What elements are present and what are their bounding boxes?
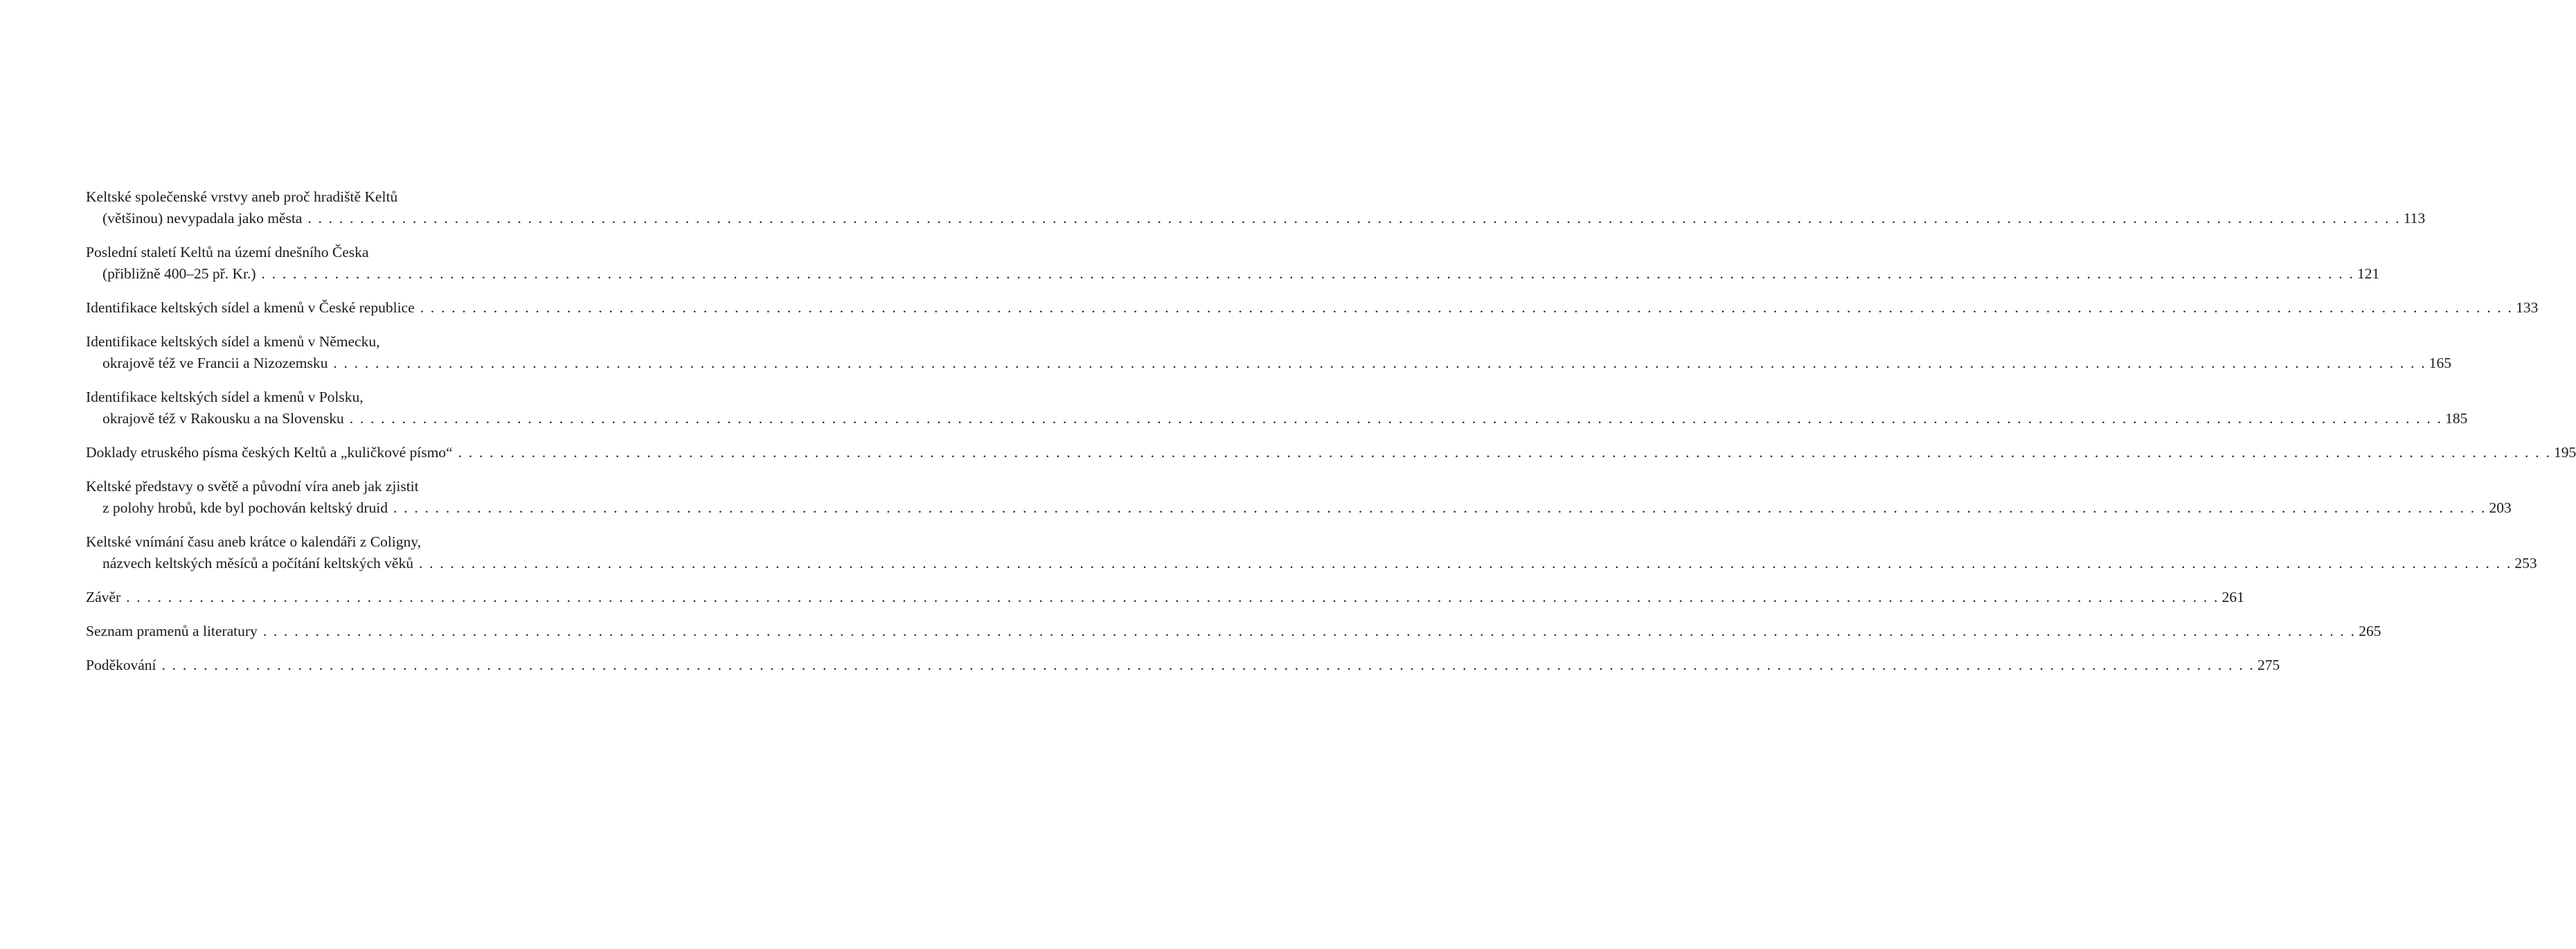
toc-entry-title: Doklady etruského písma českých Keltů a „kuličkové písmo“ (86, 444, 453, 461)
toc-entry-row (86, 655, 2280, 676)
toc-entry[interactable] (86, 587, 2244, 608)
dot-leader: . . . . . . . . . . . . . . . . . . . . . . . . . . . . . . . . . . . . . . . . . . . . . . . . . . . . . . . . . . . . . . . . . . . . . . . . . . . . . . . . . . . . . . . . . . . . . . . . . . . . . . . . . . . . . . . . . . . . . . . . . . . . . . . . . . . . . . . . . . . . . . . . . . . . . . . . . . . . . . . . . . . . . . . . . . . . . . . . . . . . . . . . . . . . . . . . . . . . . . . . (261, 265, 2354, 282)
toc-entry-title: okrajově též ve Francii a Nizozemsku (102, 355, 328, 371)
toc-entry-row (86, 621, 2381, 642)
toc-page-number: 185 (2445, 410, 2468, 427)
toc-entry[interactable] (86, 655, 2280, 676)
dot-leader: . . . . . . . . . . . . . . . . . . . . . . . . . . . . . . . . . . . . . . . . . . . . . . . . . . . . . . . . . . . . . . . . . . . . . . . . . . . . . . . . . . . . . . . . . . . . . . . . . . . . . . . . . . . . . . . . . . . . . . . . . . . . . . . . . . . . . . . . . . . . . . . . . . . . . . . . . . . . . . . . . . . . . . . . . . . . . . . . . . . . . . . . . . . . . . . . . . . . . . . . (126, 589, 2219, 605)
dot-leader: . . . . . . . . . . . . . . . . . . . . . . . . . . . . . . . . . . . . . . . . . . . . . . . . . . . . . . . . . . . . . . . . . . . . . . . . . . . . . . . . . . . . . . . . . . . . . . . . . . . . . . . . . . . . . . . . . . . . . . . . . . . . . . . . . . . . . . . . . . . . . . . . . . . . . . . . . . . . . . . . . . . . . . . . . . . . . . . . . . . . . . . . . . . . . . . . . . . . . . . . (418, 555, 2512, 571)
dot-leader: . . . . . . . . . . . . . . . . . . . . . . . . . . . . . . . . . . . . . . . . . . . . . . . . . . . . . . . . . . . . . . . . . . . . . . . . . . . . . . . . . . . . . . . . . . . . . . . . . . . . . . . . . . . . . . . . . . . . . . . . . . . . . . . . . . . . . . . . . . . . . . . . . . . . . . . . . . . . . . . . . . . . . . . . . . . . . . . . . . . . . . . . . . . . . . . . . . . . . . . . (420, 299, 2514, 316)
toc-entry[interactable] (86, 297, 2539, 319)
toc-entry-title: Závěr (86, 589, 121, 605)
toc-entry-row (86, 587, 2244, 608)
toc-entry-title: z polohy hrobů, kde byl pochován keltský druid (102, 499, 388, 516)
toc-page-number: 265 (2359, 623, 2381, 639)
toc-entry-row (86, 208, 2426, 229)
toc-entry[interactable] (86, 242, 2380, 285)
toc-entry-title: okrajově též v Rakousku a na Slovensku (102, 410, 344, 427)
dot-leader: . . . . . . . . . . . . . . . . . . . . . . . . . . . . . . . . . . . . . . . . . . . . . . . . . . . . . . . . . . . . . . . . . . . . . . . . . . . . . . . . . . . . . . . . . . . . . . . . . . . . . . . . . . . . . . . . . . . . . . . . . . . . . . . . . . . . . . . . . . . . . . . . . . . . . . . . . . . . . . . . . . . . . . . . . . . . . . . . . . . . . . . . . . . . . . . . . . . . . . . . (161, 657, 2255, 673)
table-of-contents (86, 186, 2576, 689)
toc-entry-title: názvech keltských měsíců a počítání keltských věků (102, 555, 413, 571)
toc-entry-title-line: Identifikace keltských sídel a kmenů v Polsku, (86, 389, 364, 405)
toc-page-number: 203 (2489, 499, 2512, 516)
toc-entry[interactable] (86, 387, 2468, 429)
toc-entry-title: Seznam pramenů a literatury (86, 623, 258, 639)
toc-entry-row (86, 263, 2380, 285)
toc-entry-title: Poděkování (86, 657, 156, 673)
toc-entry-row (86, 553, 2537, 574)
toc-page-number: 253 (2514, 555, 2537, 571)
toc-entry-title-line: Identifikace keltských sídel a kmenů v Německu, (86, 333, 380, 350)
toc-page-number: 275 (2257, 657, 2280, 673)
toc-page-number: 121 (2356, 265, 2380, 282)
toc-page-number: 261 (2221, 589, 2244, 605)
toc-entry-row (86, 442, 2576, 463)
toc-page-number: 165 (2429, 355, 2452, 371)
toc-entry-title-line: Keltské vnímání času aneb krátce o kalendáři z Coligny, (86, 533, 421, 550)
toc-entry-row (86, 297, 2539, 319)
toc-entry[interactable] (86, 531, 2537, 574)
toc-entry[interactable] (86, 331, 2452, 374)
dot-leader: . . . . . . . . . . . . . . . . . . . . . . . . . . . . . . . . . . . . . . . . . . . . . . . . . . . . . . . . . . . . . . . . . . . . . . . . . . . . . . . . . . . . . . . . . . . . . . . . . . . . . . . . . . . . . . . . . . . . . . . . . . . . . . . . . . . . . . . . . . . . . . . . . . . . . . . . . . . . . . . . . . . . . . . . . . . . . . . . . . . . . . . . . . . . . . . . . . . . . . . . (349, 410, 2443, 427)
dot-leader: . . . . . . . . . . . . . . . . . . . . . . . . . . . . . . . . . . . . . . . . . . . . . . . . . . . . . . . . . . . . . . . . . . . . . . . . . . . . . . . . . . . . . . . . . . . . . . . . . . . . . . . . . . . . . . . . . . . . . . . . . . . . . . . . . . . . . . . . . . . . . . . . . . . . . . . . . . . . . . . . . . . . . . . . . . . . . . . . . . . . . . . . . . . . . . . . . . . . . . . . (393, 499, 2487, 516)
dot-leader: . . . . . . . . . . . . . . . . . . . . . . . . . . . . . . . . . . . . . . . . . . . . . . . . . . . . . . . . . . . . . . . . . . . . . . . . . . . . . . . . . . . . . . . . . . . . . . . . . . . . . . . . . . . . . . . . . . . . . . . . . . . . . . . . . . . . . . . . . . . . . . . . . . . . . . . . . . . . . . . . . . . . . . . . . . . . . . . . . . . . . . . . . . . . . . . . . . . . . . . . (458, 444, 2552, 461)
dot-leader: . . . . . . . . . . . . . . . . . . . . . . . . . . . . . . . . . . . . . . . . . . . . . . . . . . . . . . . . . . . . . . . . . . . . . . . . . . . . . . . . . . . . . . . . . . . . . . . . . . . . . . . . . . . . . . . . . . . . . . . . . . . . . . . . . . . . . . . . . . . . . . . . . . . . . . . . . . . . . . . . . . . . . . . . . . . . . . . . . . . . . . . . . . . . . . . . . . . . . . . . (262, 623, 2356, 639)
toc-entry[interactable] (86, 476, 2512, 519)
toc-entry-title-line: Keltské představy o světě a původní víra aneb jak zjistit (86, 478, 419, 495)
toc-entry-title: (většinou) nevypadala jako města (102, 210, 303, 227)
toc-entry[interactable] (86, 621, 2381, 642)
toc-entry-title-line: Poslední staletí Keltů na území dnešního Česka (86, 244, 369, 260)
toc-page-number: 113 (2403, 210, 2426, 227)
toc-entry-row (86, 353, 2452, 374)
toc-entry-title-line: Keltské společenské vrstvy aneb proč hradiště Keltů (86, 188, 398, 205)
toc-page-number: 133 (2516, 299, 2539, 316)
toc-entry-row (86, 497, 2512, 519)
toc-entry-title: (přibližně 400–25 př. Kr.) (102, 265, 256, 282)
toc-entry-row (86, 408, 2468, 429)
dot-leader: . . . . . . . . . . . . . . . . . . . . . . . . . . . . . . . . . . . . . . . . . . . . . . . . . . . . . . . . . . . . . . . . . . . . . . . . . . . . . . . . . . . . . . . . . . . . . . . . . . . . . . . . . . . . . . . . . . . . . . . . . . . . . . . . . . . . . . . . . . . . . . . . . . . . . . . . . . . . . . . . . . . . . . . . . . . . . . . . . . . . . . . . . . . . . . . . . . . . . . . . (333, 355, 2426, 371)
toc-entry[interactable] (86, 186, 2426, 229)
toc-page-number: 195 (2554, 444, 2576, 461)
toc-entry[interactable] (86, 442, 2576, 463)
dot-leader: . . . . . . . . . . . . . . . . . . . . . . . . . . . . . . . . . . . . . . . . . . . . . . . . . . . . . . . . . . . . . . . . . . . . . . . . . . . . . . . . . . . . . . . . . . . . . . . . . . . . . . . . . . . . . . . . . . . . . . . . . . . . . . . . . . . . . . . . . . . . . . . . . . . . . . . . . . . . . . . . . . . . . . . . . . . . . . . . . . . . . . . . . . . . . . . . . . . . . . . . (307, 210, 2401, 227)
toc-entry-title: Identifikace keltských sídel a kmenů v České republice (86, 299, 415, 316)
